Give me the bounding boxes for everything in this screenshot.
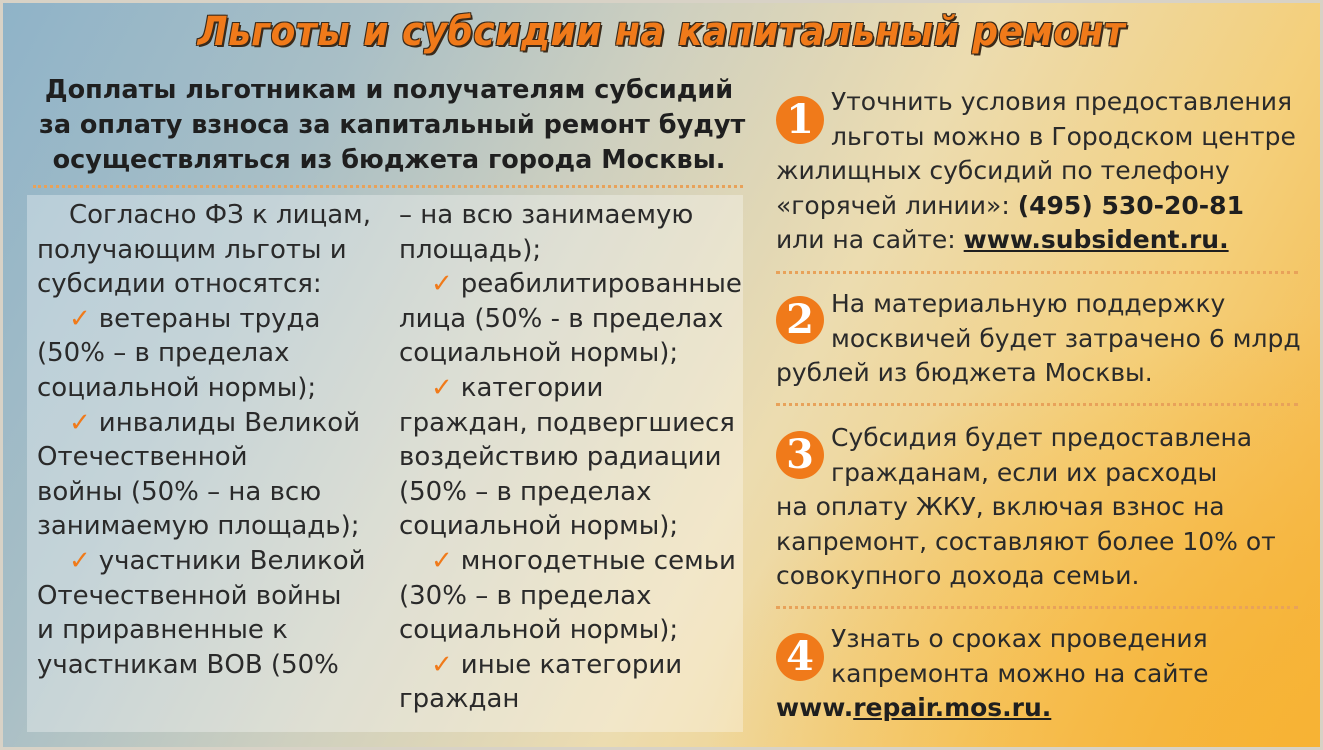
text-line: (30% – в пределах xyxy=(399,580,652,611)
lead-line: за оплату взноса за капитальный ремонт будут xyxy=(39,110,746,140)
item-divider xyxy=(776,606,1298,609)
text-line: площадь); xyxy=(399,234,542,265)
text-line: занимаемую площадь); xyxy=(37,511,360,542)
text-line xyxy=(776,189,1296,224)
beneficiaries-column-left xyxy=(37,198,371,682)
text-line: субсидии относятся: xyxy=(37,269,322,300)
text-line: Узнать о сроках проведения xyxy=(831,624,1208,653)
checkmark-icon: ✓ xyxy=(431,649,453,680)
list-item-text: инвалиды Великой xyxy=(98,407,361,438)
text-line: На материальную поддержку xyxy=(831,289,1226,318)
list-item xyxy=(399,371,742,406)
list-item-text: реабилитированные xyxy=(460,269,742,300)
text-line: на оплату ЖКУ, включая взнос на xyxy=(776,492,1225,521)
text-line: социальной нормы); xyxy=(399,338,679,369)
checkmark-icon: ✓ xyxy=(69,407,91,438)
list-item-text: ветераны труда xyxy=(98,303,321,334)
text-fragment: или на сайте: xyxy=(776,225,964,254)
text-line: гражданам, если их расходы xyxy=(831,457,1218,487)
text-line: льготы можно в Городском центре xyxy=(831,121,1296,151)
text-line: и приравненные к xyxy=(37,615,288,646)
text-line: Отечественной войны xyxy=(37,580,342,611)
list-item xyxy=(399,648,742,683)
lead-divider xyxy=(33,185,743,188)
lead-paragraph xyxy=(39,73,746,178)
item-divider xyxy=(776,403,1298,406)
info-item-3 xyxy=(776,421,1296,594)
info-item-4 xyxy=(776,622,1296,726)
checkmark-icon: ✓ xyxy=(431,545,453,576)
list-item xyxy=(399,544,742,579)
text-line: граждан, подвергшиеся xyxy=(399,407,735,438)
number-2-badge: 2 xyxy=(776,296,824,344)
number-4-badge: 4 xyxy=(776,633,824,681)
list-item-text: иные категории xyxy=(460,649,683,680)
text-line: капремонт, составляют более 10% от xyxy=(776,526,1276,556)
website-prefix: www. xyxy=(776,693,854,722)
item-divider xyxy=(776,271,1298,274)
list-item-text: категории xyxy=(460,372,604,403)
text-line: лица (50% - в пределах xyxy=(399,303,724,334)
text-line: москвичей будет затрачено 6 млрд xyxy=(831,323,1301,353)
info-item-1 xyxy=(776,85,1296,258)
text-line: – на всю занимаемую xyxy=(399,200,694,230)
text-line: социальной нормы); xyxy=(37,372,317,403)
checkmark-icon: ✓ xyxy=(431,269,453,300)
list-item xyxy=(37,406,371,441)
list-item-text: многодетные семьи xyxy=(460,545,736,576)
list-item xyxy=(37,302,371,337)
lead-line: осуществляться из бюджета города Москвы. xyxy=(52,145,726,175)
text-line: рублей из бюджета Москвы. xyxy=(776,358,1153,387)
list-item-text: участники Великой xyxy=(98,545,366,576)
text-line: Отечественной xyxy=(37,442,248,473)
text-fragment: «горячей линии»: xyxy=(776,190,1018,220)
text-line: граждан xyxy=(399,684,520,715)
hotline-phone: (495) 530-20-81 xyxy=(1017,190,1244,220)
text-line: участникам ВОВ (50% xyxy=(37,649,339,680)
text-line: совокупного дохода семьи. xyxy=(776,561,1140,590)
repair-website-link[interactable] xyxy=(776,691,1296,726)
checkmark-icon: ✓ xyxy=(431,372,453,403)
website-domain: repair.mos.ru. xyxy=(853,693,1052,722)
text-line: социальной нормы); xyxy=(399,511,679,542)
checkmark-icon: ✓ xyxy=(69,545,91,576)
subsident-website-link[interactable]: www.subsident.ru. xyxy=(963,225,1229,254)
lead-line: Доплаты льготникам и получателям субсидий xyxy=(44,75,734,105)
text-line: (50% – в пределах xyxy=(37,338,290,369)
text-line: капремонта можно на сайте xyxy=(831,658,1209,688)
text-line xyxy=(776,223,1296,258)
number-3-badge: 3 xyxy=(776,431,824,479)
text-line: (50% – в пределах xyxy=(399,476,652,507)
text-line: жилищных субсидий по телефону xyxy=(776,156,1230,185)
info-item-2 xyxy=(776,287,1301,391)
poster-title: Льготы и субсидии на капитальный ремонт xyxy=(197,9,1126,55)
text-line: получающим льготы и xyxy=(37,234,347,265)
text-line: войны (50% – на всю xyxy=(37,476,322,507)
text-line: Уточнить условия предоставления xyxy=(831,87,1293,116)
text-line: социальной нормы); xyxy=(399,615,679,646)
number-1-badge: 1 xyxy=(776,96,824,144)
text-line: воздействию радиации xyxy=(399,442,722,473)
list-item xyxy=(37,544,371,579)
checkmark-icon: ✓ xyxy=(69,303,91,334)
text-line: Субсидия будет предоставлена xyxy=(831,423,1253,452)
list-item xyxy=(399,267,742,302)
text-line: Согласно ФЗ к лицам, xyxy=(69,200,372,230)
beneficiaries-column-right xyxy=(399,198,742,717)
